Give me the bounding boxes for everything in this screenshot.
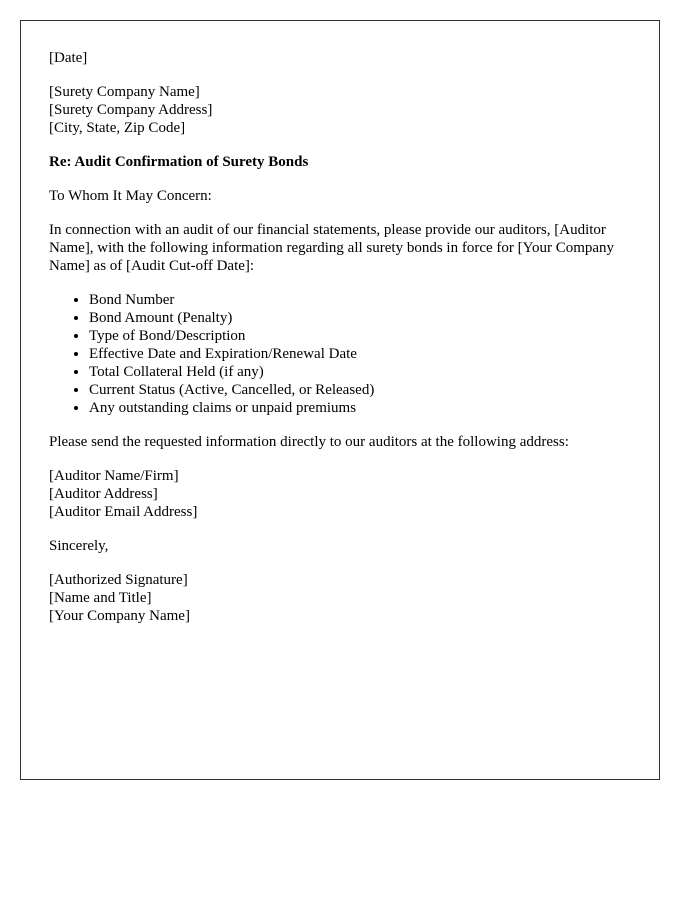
list-item: • Total Collateral Held (if any) — [89, 363, 631, 381]
list-item: • Bond Number — [89, 291, 631, 309]
signer-company: [Your Company Name] — [49, 608, 190, 624]
list-item: • Any outstanding claims or unpaid premiums — [89, 399, 631, 417]
letter-date: [Date] — [49, 50, 88, 66]
requested-items-list — [49, 291, 631, 417]
date-block — [49, 49, 631, 67]
authorized-signature: [Authorized Signature] — [49, 572, 188, 588]
subject-line: Re: Audit Confirmation of Surety Bonds — [49, 154, 309, 170]
letter-document — [20, 20, 660, 780]
recipient-address-block — [49, 83, 631, 137]
signer-name-title: [Name and Title] — [49, 590, 152, 606]
closing: Sincerely, — [49, 538, 109, 554]
auditor-name-firm: [Auditor Name/Firm] — [49, 468, 179, 484]
auditor-address-block — [49, 467, 631, 521]
recipient-address: [Surety Company Address] — [49, 102, 213, 118]
list-item: • Bond Amount (Penalty) — [89, 309, 631, 327]
list-item: • Current Status (Active, Cancelled, or Released) — [89, 381, 631, 399]
list-item: • Effective Date and Expiration/Renewal Date — [89, 345, 631, 363]
auditor-address: [Auditor Address] — [49, 486, 158, 502]
recipient-city-state-zip: [City, State, Zip Code] — [49, 120, 186, 136]
list-item: • Type of Bond/Description — [89, 327, 631, 345]
auditor-email: [Auditor Email Address] — [49, 504, 198, 520]
signature-block — [49, 571, 631, 625]
salutation: To Whom It May Concern: — [49, 188, 212, 204]
recipient-name: [Surety Company Name] — [49, 84, 200, 100]
send-instruction: Please send the requested information directly to our auditors at the following address: — [49, 434, 569, 450]
intro-paragraph: In connection with an audit of our financial statements, please provide our auditors, [Auditor Name], with the following information regarding all surety bonds in force for [Your Company Name] as of [Audit Cut-off Date]: — [49, 222, 615, 274]
